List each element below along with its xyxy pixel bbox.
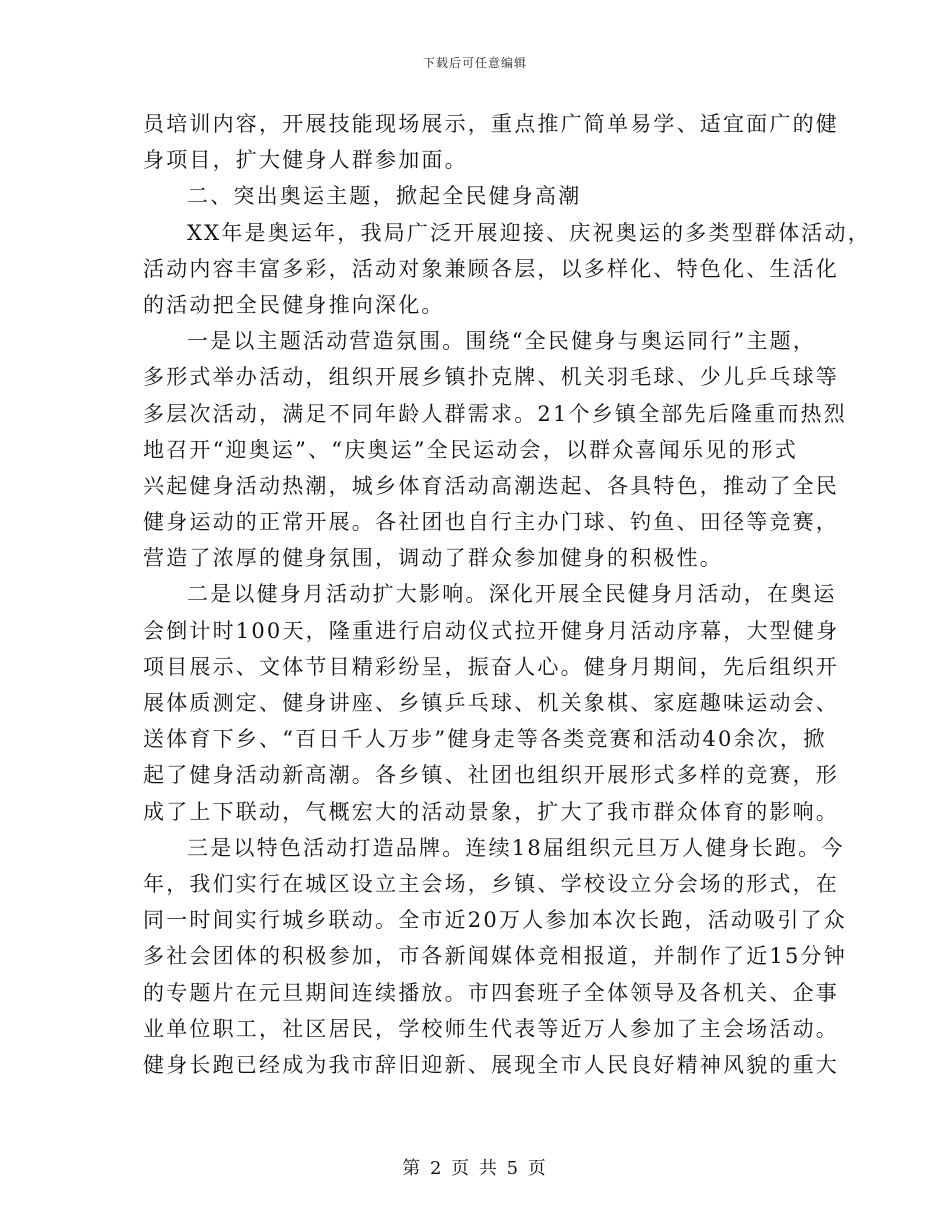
text-line: 一是以主题活动营造氛围。围绕“全民健身与奥运同行”主题， <box>187 329 817 354</box>
text-line: 起了健身活动新高潮。各乡镇、社团也组织开展形式多样的竞赛，形 <box>143 763 839 788</box>
text-line: 业单位职工，社区居民，学校师生代表等近万人参加了主会场活动。 <box>143 1016 839 1041</box>
text-line: 成了上下联动，气概宏大的活动景象，扩大了我市群众体育的影响。 <box>143 799 839 824</box>
document-body <box>143 106 871 1083</box>
text-line: 送体育下乡、“百日千人万步”健身走等各类竞赛和活动40余次，掀 <box>143 727 827 752</box>
page-header: 下载后可任意编辑 <box>422 56 527 70</box>
page-number-footer: 第 2 页 共 5 页 <box>402 1158 548 1179</box>
text-line: 二、突出奥运主题，掀起全民健身高潮 <box>187 184 582 209</box>
text-line: 活动内容丰富多彩，活动对象兼顾各层，以多样化、特色化、生活化 <box>143 256 839 281</box>
text-line: 员培训内容，开展技能现场展示，重点推广简单易学、适宜面广的健 <box>143 112 839 136</box>
text-line: 二是以健身月活动扩大影响。深化开展全民健身月活动，在奥运 <box>187 582 837 607</box>
text-line: 三是以特色活动打造品牌。连续18届组织元旦万人健身长跑。今 <box>187 835 845 860</box>
text-line: 地召开“迎奥运”、“庆奥运”全民运动会，以群众喜闻乐见的形式 <box>143 437 798 462</box>
text-line: 健身长跑已经成为我市辞旧迎新、展现全市人民良好精神风貌的重大 <box>143 1052 839 1077</box>
text-line: 展体质测定、健身讲座、乡镇乒乓球、机关象棋、家庭趣味运动会、 <box>143 691 839 715</box>
text-line: 会倒计时100天，隆重进行启动仪式拉开健身月活动序幕，大型健身 <box>143 618 840 643</box>
text-line: 年，我们实行在城区设立主会场，乡镇、学校设立分会场的形式，在 <box>143 871 839 896</box>
text-line: 健身运动的正常开展。各社团也自行主办门球、钓鱼、田径等竞赛， <box>143 510 839 535</box>
text-line: 的活动把全民健身推向深化。 <box>143 292 445 317</box>
text-line: 的专题片在元旦期间连续播放。市四套班子全体领导及各机关、企事 <box>143 980 839 1005</box>
text-line: 项目展示、文体节目精彩纷呈，振奋人心。健身月期间，先后组织开 <box>143 654 839 679</box>
text-line: XX年是奥运年，我局广泛开展迎接、庆祝奥运的多类型群体活动， <box>187 220 871 245</box>
text-line: 身项目，扩大健身人群参加面。 <box>143 148 468 173</box>
text-line: 多社会团体的积极参加，市各新闻媒体竞相报道，并制作了近15分钟 <box>143 944 847 969</box>
text-line: 同一时间实行城乡联动。全市近20万人参加本次长跑，活动吸引了众 <box>143 908 847 933</box>
text-line: 兴起健身活动热潮，城乡体育活动高潮迭起、各具特色，推动了全民 <box>143 473 839 498</box>
text-line: 多层次活动，满足不同年龄人群需求。21个乡镇全部先后隆重而热烈 <box>143 401 847 426</box>
text-line: 营造了浓厚的健身氛围，调动了群众参加健身的积极性。 <box>143 546 723 571</box>
text-line: 多形式举办活动，组织开展乡镇扑克牌、机关羽毛球、少儿乒乓球等 <box>143 365 839 390</box>
